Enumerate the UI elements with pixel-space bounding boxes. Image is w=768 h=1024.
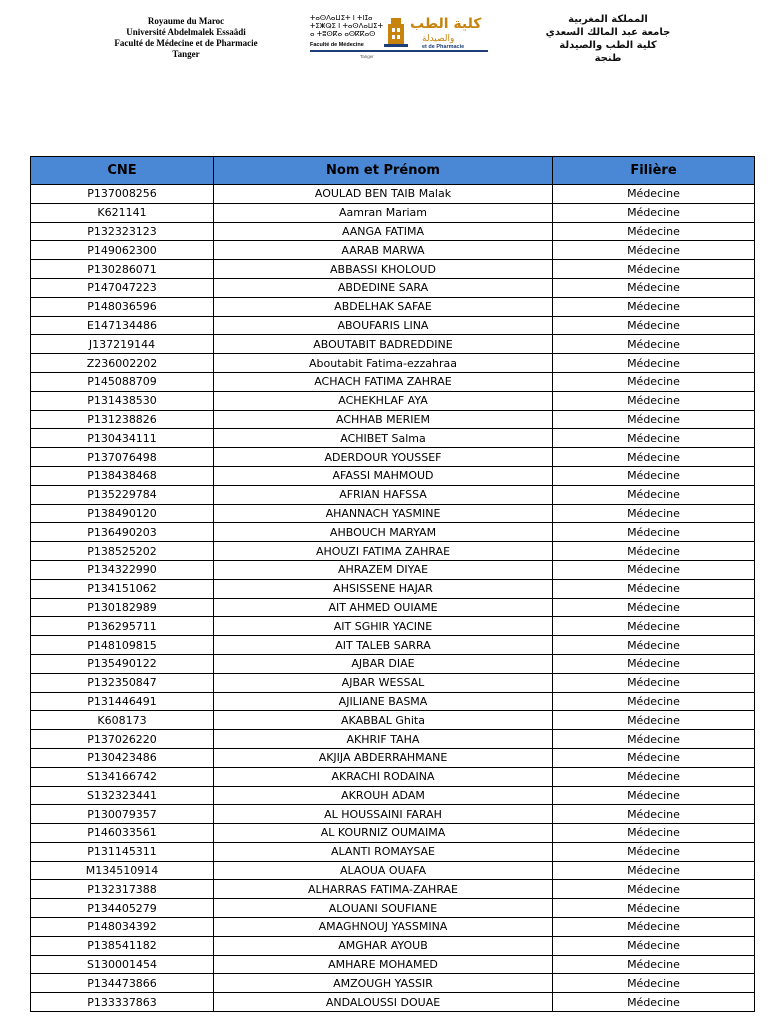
cell-cne: P131446491 [31, 692, 214, 711]
cell-name: Aamran Mariam [214, 203, 553, 222]
cell-filiere: Médecine [553, 692, 755, 711]
cell-name: AOULAD BEN TAIB Malak [214, 185, 553, 204]
cell-filiere: Médecine [553, 297, 755, 316]
cell-name: ACHEKHLAF AYA [214, 391, 553, 410]
table-row [31, 805, 755, 824]
table-header-row [31, 157, 755, 185]
table-row [31, 542, 755, 561]
cell-name: ALHARRAS FATIMA-ZAHRAE [214, 880, 553, 899]
table-row [31, 955, 755, 974]
cell-filiere: Médecine [553, 673, 755, 692]
cell-filiere: Médecine [553, 617, 755, 636]
cell-filiere: Médecine [553, 899, 755, 918]
letterhead-line: كلية الطب والصيدلة [559, 40, 657, 51]
cell-name: AHOUZI FATIMA ZAHRAE [214, 542, 553, 561]
cell-cne: Z236002202 [31, 354, 214, 373]
logo-underline [310, 50, 488, 52]
logo-tifinagh-line: ⵜⵉⵥⵕⵉ ⵏ ⵜⴰⵙⴷⴰⵡⵉⵜ [310, 22, 383, 30]
cell-name: ABBASSI KHOLOUD [214, 260, 553, 279]
cell-name: ABOUFARIS LINA [214, 316, 553, 335]
cell-name: AJBAR DIAE [214, 654, 553, 673]
cell-name: AKABBAL Ghita [214, 711, 553, 730]
french-letterhead [88, 16, 284, 60]
table-row [31, 448, 755, 467]
table-row [31, 429, 755, 448]
table-row [31, 636, 755, 655]
cell-name: AHANNACH YASMINE [214, 504, 553, 523]
letterhead-line: Faculté de Médecine et de Pharmacie [114, 38, 258, 48]
table-row [31, 899, 755, 918]
table-row [31, 842, 755, 861]
logo-arabic-title: كلية الطب [410, 16, 482, 32]
cell-cne: P138490120 [31, 504, 214, 523]
cell-name: ADERDOUR YOUSSEF [214, 448, 553, 467]
cell-cne: P145088709 [31, 372, 214, 391]
cell-filiere: Médecine [553, 805, 755, 824]
table-row [31, 560, 755, 579]
logo-arabic-sub: والصيدلة [422, 34, 455, 44]
cell-cne: P132317388 [31, 880, 214, 899]
logo-tifinagh-line: ⴰ ⵜⵓⵙⴽⴰ ⴰⵙⴽⴽⴰⵙ [310, 30, 376, 38]
cell-filiere: Médecine [553, 335, 755, 354]
cell-cne: P135490122 [31, 654, 214, 673]
logo-fr-left: Faculté de Médecine [310, 42, 364, 48]
cell-cne: P131238826 [31, 410, 214, 429]
cell-cne: P149062300 [31, 241, 214, 260]
cell-filiere: Médecine [553, 748, 755, 767]
cell-name: AKJIJA ABDERRAHMANE [214, 748, 553, 767]
table-row [31, 598, 755, 617]
cell-filiere: Médecine [553, 654, 755, 673]
logo-tifinagh-text [310, 14, 383, 38]
cell-cne: P134151062 [31, 579, 214, 598]
table-row [31, 617, 755, 636]
cell-cne: P137026220 [31, 730, 214, 749]
cell-name: AMGHAR AYOUB [214, 936, 553, 955]
letterhead-line: المملكة المغربية [568, 14, 648, 25]
cell-filiere: Médecine [553, 880, 755, 899]
cell-filiere: Médecine [553, 278, 755, 297]
cell-filiere: Médecine [553, 861, 755, 880]
cell-cne: S130001454 [31, 955, 214, 974]
letterhead-line: جامعة عبد المالك السعدي [545, 27, 671, 38]
table-row [31, 335, 755, 354]
table-row [31, 748, 755, 767]
cell-cne: P136490203 [31, 523, 214, 542]
letterhead-line: Royaume du Maroc [147, 16, 225, 26]
cell-filiere: Médecine [553, 372, 755, 391]
table-row [31, 880, 755, 899]
table-row [31, 861, 755, 880]
cell-cne: S134166742 [31, 767, 214, 786]
cell-name: AHSISSENE HAJAR [214, 579, 553, 598]
cell-name: ACHIBET Salma [214, 429, 553, 448]
cell-filiere: Médecine [553, 391, 755, 410]
cell-name: AKHRIF TAHA [214, 730, 553, 749]
table-row [31, 203, 755, 222]
cell-name: AMZOUGH YASSIR [214, 974, 553, 993]
cell-name: AKRACHI RODAINA [214, 767, 553, 786]
cell-filiere: Médecine [553, 579, 755, 598]
table-body [31, 185, 755, 1012]
table-row [31, 316, 755, 335]
table-row [31, 297, 755, 316]
cell-cne: P148109815 [31, 636, 214, 655]
cell-filiere: Médecine [553, 203, 755, 222]
table-row [31, 918, 755, 937]
column-header-name: Nom et Prénom [214, 157, 553, 185]
arabic-letterhead [508, 13, 708, 65]
cell-filiere: Médecine [553, 560, 755, 579]
cell-filiere: Médecine [553, 993, 755, 1012]
table-row [31, 730, 755, 749]
letterhead-line: طنجة [594, 53, 622, 64]
cell-name: ACHACH FATIMA ZAHRAE [214, 372, 553, 391]
letterhead-line: Tanger [172, 49, 200, 59]
cell-name: ALANTI ROMAYSAE [214, 842, 553, 861]
cell-cne: P134473866 [31, 974, 214, 993]
cell-cne: P131145311 [31, 842, 214, 861]
cell-name: AHBOUCH MARYAM [214, 523, 553, 542]
cell-filiere: Médecine [553, 636, 755, 655]
cell-cne: P132323123 [31, 222, 214, 241]
cell-name: AJILIANE BASMA [214, 692, 553, 711]
cell-cne: P137076498 [31, 448, 214, 467]
table-row [31, 485, 755, 504]
cell-cne: M134510914 [31, 861, 214, 880]
table-row [31, 767, 755, 786]
cell-filiere: Médecine [553, 429, 755, 448]
logo-tifinagh-line: ⵜⴰⵙⴷⴰⵡⵉⵜ ⵏ ⵜⵏⵊⴰ [310, 14, 373, 22]
cell-filiere: Médecine [553, 466, 755, 485]
cell-name: AIT SGHIR YACINE [214, 617, 553, 636]
table-row [31, 786, 755, 805]
cell-cne: P131438530 [31, 391, 214, 410]
cell-cne: K608173 [31, 711, 214, 730]
cell-filiere: Médecine [553, 185, 755, 204]
cell-filiere: Médecine [553, 711, 755, 730]
cell-cne: P138438468 [31, 466, 214, 485]
table-row [31, 466, 755, 485]
table-row [31, 241, 755, 260]
cell-cne: P146033561 [31, 824, 214, 843]
cell-name: AFASSI MAHMOUD [214, 466, 553, 485]
table-row [31, 278, 755, 297]
table-row [31, 936, 755, 955]
cell-filiere: Médecine [553, 222, 755, 241]
students-table [30, 156, 755, 1012]
table-row [31, 654, 755, 673]
cell-cne: P138525202 [31, 542, 214, 561]
cell-name: AL HOUSSAINI FARAH [214, 805, 553, 824]
cell-name: AIT TALEB SARRA [214, 636, 553, 655]
cell-cne: P130286071 [31, 260, 214, 279]
cell-filiere: Médecine [553, 485, 755, 504]
table-row [31, 504, 755, 523]
cell-filiere: Médecine [553, 955, 755, 974]
cell-name: ACHHAB MERIEM [214, 410, 553, 429]
cell-cne: P138541182 [31, 936, 214, 955]
cell-name: AMHARE MOHAMED [214, 955, 553, 974]
cell-name: AANGA FATIMA [214, 222, 553, 241]
table-row [31, 711, 755, 730]
cell-filiere: Médecine [553, 410, 755, 429]
cell-name: ANDALOUSSI DOUAE [214, 993, 553, 1012]
cell-cne: P148034392 [31, 918, 214, 937]
table-row [31, 673, 755, 692]
cell-cne: P134322990 [31, 560, 214, 579]
cell-name: AFRIAN HAFSSA [214, 485, 553, 504]
faculty-logo [310, 14, 488, 62]
cell-cne: P130079357 [31, 805, 214, 824]
cell-filiere: Médecine [553, 824, 755, 843]
table-row [31, 974, 755, 993]
table-row [31, 260, 755, 279]
table-row [31, 692, 755, 711]
cell-name: ALAOUA OUAFA [214, 861, 553, 880]
cell-name: ALOUANI SOUFIANE [214, 899, 553, 918]
cell-filiere: Médecine [553, 842, 755, 861]
cell-cne: P136295711 [31, 617, 214, 636]
cell-cne: P134405279 [31, 899, 214, 918]
cell-cne: P135229784 [31, 485, 214, 504]
table-row [31, 824, 755, 843]
cell-filiere: Médecine [553, 523, 755, 542]
cell-cne: P130434111 [31, 429, 214, 448]
cell-name: AKROUH ADAM [214, 786, 553, 805]
cell-filiere: Médecine [553, 598, 755, 617]
logo-fr-right: et de Pharmacie [422, 44, 465, 50]
cell-name: AMAGHNOUJ YASSMINA [214, 918, 553, 937]
cell-cne: P137008256 [31, 185, 214, 204]
cell-cne: P133337863 [31, 993, 214, 1012]
table-row [31, 185, 755, 204]
cell-filiere: Médecine [553, 974, 755, 993]
document-header [0, 0, 768, 80]
cell-filiere: Médecine [553, 786, 755, 805]
cell-filiere: Médecine [553, 730, 755, 749]
table-row [31, 222, 755, 241]
cell-filiere: Médecine [553, 241, 755, 260]
logo-subtitle: Tanger [360, 54, 374, 59]
cell-name: ABDEDINE SARA [214, 278, 553, 297]
cell-filiere: Médecine [553, 936, 755, 955]
cell-filiere: Médecine [553, 542, 755, 561]
cell-filiere: Médecine [553, 918, 755, 937]
table-row [31, 372, 755, 391]
cell-name: Aboutabit Fatima-ezzahraa [214, 354, 553, 373]
table-row [31, 993, 755, 1012]
letterhead-line: Université Abdelmalek Essaâdi [126, 27, 246, 37]
building-icon [382, 16, 410, 48]
cell-name: AIT AHMED OUIAME [214, 598, 553, 617]
cell-name: ABDELHAK SAFAE [214, 297, 553, 316]
cell-name: AARAB MARWA [214, 241, 553, 260]
cell-filiere: Médecine [553, 504, 755, 523]
cell-name: AL KOURNIZ OUMAIMA [214, 824, 553, 843]
cell-filiere: Médecine [553, 448, 755, 467]
table-row [31, 579, 755, 598]
cell-cne: P130182989 [31, 598, 214, 617]
cell-filiere: Médecine [553, 316, 755, 335]
cell-filiere: Médecine [553, 260, 755, 279]
cell-cne: P148036596 [31, 297, 214, 316]
cell-cne: J137219144 [31, 335, 214, 354]
cell-cne: P130423486 [31, 748, 214, 767]
cell-filiere: Médecine [553, 354, 755, 373]
table-row [31, 391, 755, 410]
cell-cne: K621141 [31, 203, 214, 222]
cell-name: AJBAR WESSAL [214, 673, 553, 692]
column-header-cne: CNE [31, 157, 214, 185]
table-row [31, 523, 755, 542]
column-header-filiere: Filière [553, 157, 755, 185]
cell-name: AHRAZEM DIYAE [214, 560, 553, 579]
table-row [31, 410, 755, 429]
cell-filiere: Médecine [553, 767, 755, 786]
cell-cne: E147134486 [31, 316, 214, 335]
cell-name: ABOUTABIT BADREDDINE [214, 335, 553, 354]
cell-cne: P147047223 [31, 278, 214, 297]
table-row [31, 354, 755, 373]
cell-cne: P132350847 [31, 673, 214, 692]
cell-cne: S132323441 [31, 786, 214, 805]
